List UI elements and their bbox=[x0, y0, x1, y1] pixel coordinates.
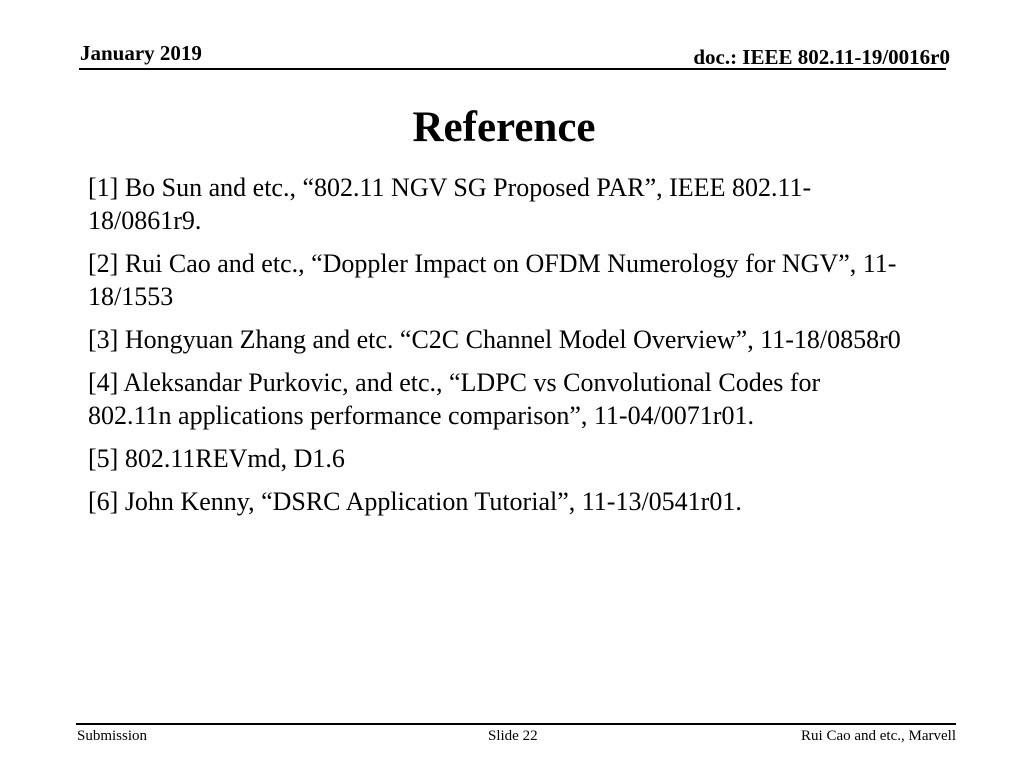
reference-line: 18/1553 bbox=[88, 282, 174, 311]
reference-item bbox=[88, 442, 988, 475]
reference-item bbox=[88, 247, 988, 313]
reference-item bbox=[88, 323, 988, 356]
reference-line: [3] Hongyuan Zhang and etc. “C2C Channel Model Overview”, 11-18/0858r0 bbox=[88, 325, 901, 354]
reference-item bbox=[88, 366, 988, 432]
reference-item bbox=[88, 171, 988, 237]
reference-item bbox=[88, 485, 988, 518]
reference-line: [1] Bo Sun and etc., “802.11 NGV SG Proposed PAR”, IEEE 802.11- bbox=[88, 173, 812, 202]
header-doc-id: doc.: IEEE 802.11-19/0016r0 bbox=[693, 45, 950, 69]
slide-title: Reference bbox=[412, 104, 596, 151]
reference-line: [4] Aleksandar Purkovic, and etc., “LDPC vs Convolutional Codes for bbox=[88, 368, 821, 397]
footer-submission: Submission bbox=[77, 728, 148, 744]
header-divider bbox=[79, 68, 946, 70]
reference-line: 18/0861r9. bbox=[88, 206, 202, 235]
reference-line: [5] 802.11REVmd, D1.6 bbox=[88, 444, 345, 473]
reference-line: 802.11n applications performance comparison”, 11-04/0071r01. bbox=[88, 401, 754, 430]
reference-list bbox=[88, 171, 988, 528]
footer-divider bbox=[76, 723, 956, 725]
header-date: January 2019 bbox=[80, 41, 202, 65]
footer-author: Rui Cao and etc., Marvell bbox=[801, 728, 956, 744]
reference-line: [2] Rui Cao and etc., “Doppler Impact on OFDM Numerology for NGV”, 11- bbox=[88, 249, 897, 278]
reference-line: [6] John Kenny, “DSRC Application Tutorial”, 11-13/0541r01. bbox=[88, 487, 742, 516]
footer-slide-number: Slide 22 bbox=[488, 728, 538, 744]
